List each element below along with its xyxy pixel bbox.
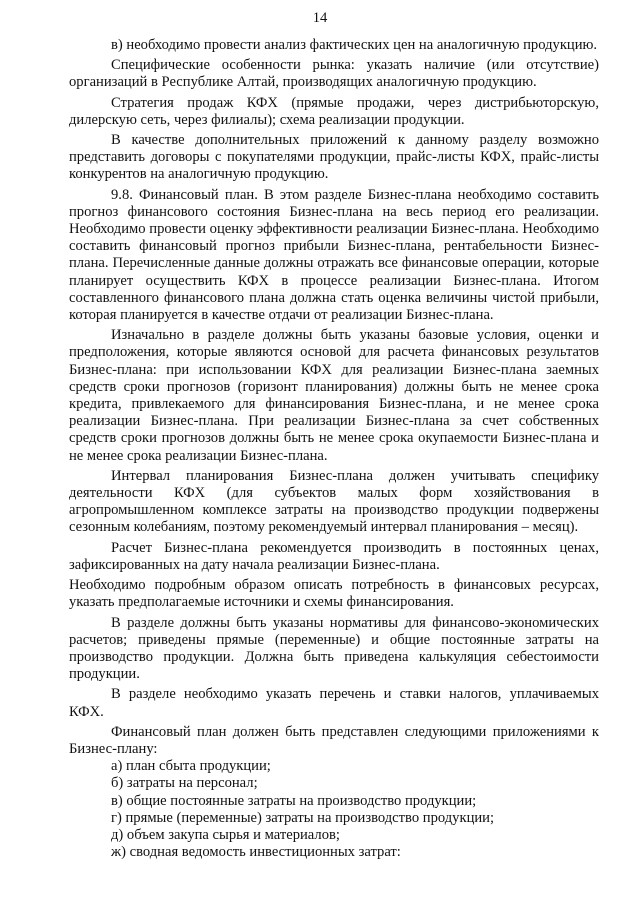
page-number: 14 <box>312 10 328 26</box>
list-item: в) общие постоянные затраты на производство продукции; <box>111 792 477 809</box>
paragraph: В разделе необходимо указать перечень и ставки налогов, уплачиваемых КФХ. <box>69 686 599 720</box>
list-item: д) объем закупа сырья и материалов; <box>111 826 340 843</box>
paragraph: Изначально в разделе должны быть указаны базовые условия, оценки и предположения, которые являются основой для расчета финансовых результатов Бизнес-плана: при использовании КФХ для реализации Бизнес-плана заемных средств сроки прогнозов (горизонт планирования) должны быть не менее срока кредита, привлекаемого для финансирования Бизнес-плана, и не менее срока реализации Бизнес-плана. При реализации Бизнес-плана за счет собственных средств сроки прогнозов должны быть не менее срока окупаемости Бизнес-плана и не менее срока реализации Бизнес-плана. <box>69 327 599 464</box>
paragraph: в) необходимо провести анализ фактических цен на аналогичную продукцию. <box>111 37 598 53</box>
list-item: ж) сводная ведомость инвестиционных затрат: <box>111 844 401 861</box>
list-item: г) прямые (переменные) затраты на производство продукции; <box>111 809 495 826</box>
paragraph: Специфические особенности рынка: указать наличие (или отсутствие) организаций в Республике Алтай, производящих аналогичную продукцию. <box>69 57 599 91</box>
list-item: б) затраты на персонал; <box>111 775 258 792</box>
paragraph: Необходимо подробным образом описать потребность в финансовых ресурсах, указать предполагаемые источники и схемы финансирования. <box>69 577 599 611</box>
paragraph: 9.8. Финансовый план. В этом разделе Бизнес-плана необходимо составить прогноз финансового состояния Бизнес-плана на весь период его реализации. Необходимо провести оценку эффективности реализации Бизнес-плана. Необходимо составить финансовый прогноз прибыли Бизнес-плана, рентабельности Бизнес-плана. Перечисленные данные должны отражать все финансовые операции, которые планирует осуществить КФХ в процессе реализации Бизнес-плана. Итогом составленного финансового плана должна стать оценка величины чистой прибыли, которая планируется в качестве отдачи от реализации Бизнес-плана. <box>69 186 599 324</box>
paragraph: В разделе должны быть указаны нормативы для финансово-экономических расчетов; приведены прямые (переменные) и общие постоянные затраты на производство продукции. Должна быть приведена калькуляция себестоимости продукции. <box>69 614 599 683</box>
appendix-list <box>69 758 599 861</box>
list-item: а) план сбыта продукции; <box>111 758 271 775</box>
paragraph: Финансовый план должен быть представлен следующими приложениями к Бизнес-плану: <box>69 723 599 757</box>
document-body <box>69 37 599 861</box>
paragraph: Расчет Бизнес-плана рекомендуется производить в постоянных ценах, зафиксированных на дату начала реализации Бизнес-плана. <box>69 539 599 573</box>
paragraph: В качестве дополнительных приложений к данному разделу возможно представить договоры с покупателями продукции, прайс-листы КФХ, прайс-листы конкурентов на аналогичную продукцию. <box>69 132 599 183</box>
paragraph: Интервал планирования Бизнес-плана должен учитывать специфику деятельности КФХ (для субъектов малых форм хозяйствования в агропромышленном комплексе затраты на производство продукции подвержены сезонным колебаниям, поэтому рекомендуемый интервал планирования – месяц). <box>69 467 599 536</box>
paragraph: Стратегия продаж КФХ (прямые продажи, через дистрибьюторскую, дилерскую сеть, через филиалы); схема реализации продукции. <box>69 94 599 128</box>
